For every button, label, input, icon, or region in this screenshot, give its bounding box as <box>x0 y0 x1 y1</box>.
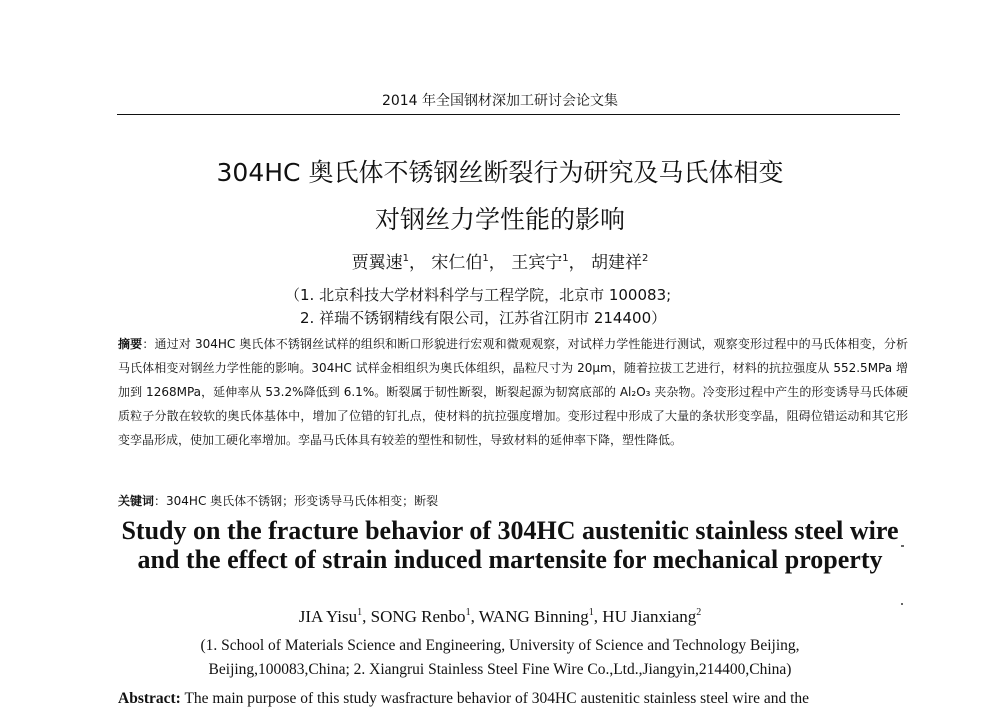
author-cn-name: 王宾宁 <box>511 253 563 273</box>
scan-speck <box>901 603 903 605</box>
author-cn-affiliation-mark: 1 <box>562 253 569 264</box>
author-cn-affiliation-mark: 1 <box>402 253 410 264</box>
abstract-en-text: The main purpose of this study wasfracture behavior of 304HC austenitic stainless steel wire and the <box>180 690 810 707</box>
affiliation-en-line-2: Beijing,100083,China; 2. Xiangrui Stainless Steel Fine Wire Co.,Ltd.,Jiangyin,214400,China) <box>208 661 792 678</box>
title-cn-line-2: 对钢丝力学性能的影响 <box>374 205 625 234</box>
author-en-separator: , <box>470 607 479 626</box>
keywords-cn <box>118 492 438 510</box>
authors-cn <box>0 251 1000 275</box>
title-en: Study on the fracture behavior of 304HC austenitic stainless steel wire and the effect of strain induced martensite for mechanical property <box>121 516 899 574</box>
abstract-cn <box>118 332 908 452</box>
author-en-name: SONG Renbo <box>370 607 466 626</box>
header-rule <box>117 114 900 115</box>
affiliation-cn-line-2: 2. 祥瑞不锈钢精线有限公司，江苏省江阴市 214400） <box>300 309 667 327</box>
authors-en <box>0 606 1000 628</box>
scan-speck <box>901 545 904 547</box>
title-cn-line-1: 304HC 奥氏体不锈钢丝断裂行为研究及马氏体相变 <box>216 158 784 187</box>
author-en-name: JIA Yisu <box>298 607 358 626</box>
author-en-separator: , <box>593 607 603 626</box>
author-en-affiliation-mark: 1 <box>588 607 594 618</box>
abstract-cn-text: ：通过对 304HC 奥氏体不锈钢丝试样的组织和断口形貌进行宏观和微观观察，对试样力学性能进行测试，观察变形过程中的马氏体相变，分析马氏体相变对钢丝力学性能的影响。304HC 试样金相组织为奥氏体组织，晶粒尺寸为 20μm，随着拉拔工艺进行，材料的抗拉强度从 552.5MPa 增加到 1268MPa，延伸率从 53.2%降低到 6.1%。断裂属于韧性断裂，断裂起源为韧窝底部的 Al₂O₃ 夹杂物。冷变形过程中产生的形变诱导马氏体硬质粒子分散在较软的奥氏体基体中，增加了位错的钉扎点，使材料的抗拉强度增加。变形过程中形成了大量的条状形变孪晶，阻碍位错运动和其它形变孪晶形成，使加工硬化率增加。孪晶马氏体具有较差的塑性和韧性，导致材料的延伸率下降，塑性降低。 <box>118 337 908 447</box>
author-cn-separator: ， <box>409 253 427 273</box>
keywords-cn-text: ：304HC 奥氏体不锈钢；形变诱导马氏体相变；断裂 <box>154 494 439 508</box>
author-cn-separator: ， <box>488 253 506 273</box>
running-head: 2014 年全国钢材深加工研讨会论文集 <box>381 93 619 109</box>
abstract-en-label: Abstract: <box>118 690 181 707</box>
author-cn-name: 贾翼速 <box>351 253 403 273</box>
author-en-affiliation-mark: 1 <box>465 607 471 618</box>
author-en-separator: , <box>362 607 371 626</box>
author-cn-affiliation-mark: 1 <box>482 253 489 264</box>
affiliation-en-line-1: (1. School of Materials Science and Engineering, University of Science and Technology Beijing, <box>200 637 800 654</box>
keywords-cn-label: 关键词 <box>118 494 155 508</box>
author-cn-name: 胡建祥 <box>590 253 642 273</box>
author-en-name: WANG Binning <box>478 607 589 626</box>
abstract-en <box>118 689 918 709</box>
author-en-affiliation-mark: 2 <box>696 607 702 618</box>
affiliation-cn-line-1: （1. 北京科技大学材料科学与工程学院，北京市 100083; <box>285 286 672 304</box>
author-cn-separator: ， <box>568 253 586 273</box>
author-en-affiliation-mark: 1 <box>357 607 363 618</box>
author-cn-affiliation-mark: 2 <box>641 253 649 264</box>
author-en-name: HU Jianxiang <box>602 607 697 626</box>
author-cn-name: 宋仁伯 <box>431 253 483 273</box>
abstract-cn-label: 摘要 <box>118 337 143 351</box>
